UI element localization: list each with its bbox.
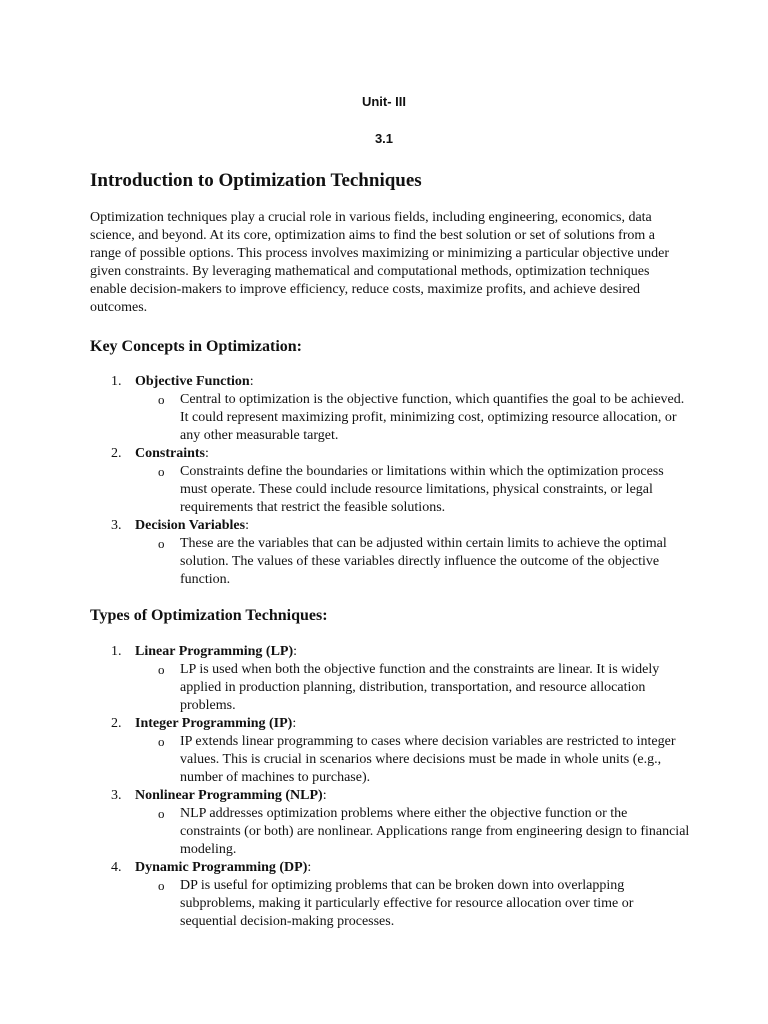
item-suffix: : <box>245 518 249 533</box>
item-description: Central to optimization is the objective function, which quantifies the goal to be achieved. It could represent maximizing profit, minimizing cost, optimizing resource allocation, or any other measurable target. <box>180 392 685 443</box>
item-term: Linear Programming (LP) <box>135 644 294 659</box>
item-description: IP extends linear programming to cases where decision variables are restricted to integer values. This is crucial in scenarios where decisions must be made in whole units (e.g., number of machines to purchase). <box>180 734 676 785</box>
sub-bullet <box>135 391 690 445</box>
bullet-marker: o <box>158 392 165 407</box>
item-description: NLP addresses optimization problems where either the objective function or the constraints (or both) are nonlinear. Applications range from engineering design to financial modeling. <box>180 806 690 857</box>
item-description: Constraints define the boundaries or limitations within which the optimization process must operate. These could include resource limitations, physical constraints, or legal requirements that restrict the feasible solutions. <box>180 464 664 515</box>
item-suffix: : <box>307 860 312 875</box>
types-list <box>90 643 690 931</box>
item-term: Integer Programming (IP) <box>135 716 293 731</box>
item-number: 3. <box>111 518 122 533</box>
unit-label: Unit- III <box>361 94 407 109</box>
item-term: Nonlinear Programming (NLP) <box>135 788 323 803</box>
item-suffix: : <box>205 446 209 461</box>
item-number: 2. <box>111 446 122 461</box>
intro-paragraph: Optimization techniques play a crucial role in various fields, including engineering, economics, data science, and beyond. At its core, optimization aims to find the best solution or set of solutions from a range of possible options. This process involves maximizing or minimizing a particular objective under given constraints. By leveraging mathematical and computational methods, optimization techniques enable decision-makers to improve efficiency, reduce costs, maximize profits, and achieve desired outcomes. <box>90 210 670 315</box>
key-concepts-list <box>90 373 690 589</box>
list-item <box>90 373 690 445</box>
key-concepts-heading: Key Concepts in Optimization: <box>90 338 302 355</box>
item-number: 1. <box>111 374 122 389</box>
list-item <box>90 787 690 859</box>
item-suffix: : <box>292 716 297 731</box>
types-heading: Types of Optimization Techniques: <box>90 607 328 624</box>
sub-bullet <box>135 877 690 931</box>
item-term: Decision Variables <box>135 518 246 533</box>
bullet-marker: o <box>158 806 165 821</box>
item-number: 4. <box>111 860 122 875</box>
bullet-marker: o <box>158 662 165 677</box>
bullet-marker: o <box>158 734 165 749</box>
item-description: DP is useful for optimizing problems that can be broken down into overlapping subproblems, making it particularly effective for resource allocation over time or sequential decision-making processes. <box>180 878 634 929</box>
item-suffix: : <box>322 788 327 803</box>
item-term: Dynamic Programming (DP) <box>135 860 308 875</box>
page-title: Introduction to Optimization Techniques <box>90 170 422 191</box>
list-item <box>90 643 690 715</box>
item-number: 1. <box>111 644 122 659</box>
bullet-marker: o <box>158 464 165 479</box>
list-item <box>90 517 690 589</box>
sub-bullet <box>135 535 690 589</box>
item-term: Objective Function <box>135 374 250 389</box>
item-suffix: : <box>249 374 254 389</box>
item-term: Constraints <box>135 446 206 461</box>
sub-bullet <box>135 805 690 859</box>
section-number: 3.1 <box>374 131 394 146</box>
bullet-marker: o <box>158 878 165 893</box>
sub-bullet <box>135 463 690 517</box>
item-number: 3. <box>111 788 122 803</box>
bullet-marker: o <box>158 536 165 551</box>
sub-bullet <box>135 733 690 787</box>
list-item <box>90 859 690 931</box>
item-number: 2. <box>111 716 122 731</box>
list-item <box>90 715 690 787</box>
item-description: These are the variables that can be adjusted within certain limits to achieve the optimal solution. The values of these variables directly influence the outcome of the objective function. <box>180 536 667 587</box>
item-description: LP is used when both the objective function and the constraints are linear. It is widely applied in production planning, distribution, transportation, and resource allocation problems. <box>180 662 660 713</box>
item-suffix: : <box>293 644 298 659</box>
list-item <box>90 445 690 517</box>
sub-bullet <box>135 661 690 715</box>
